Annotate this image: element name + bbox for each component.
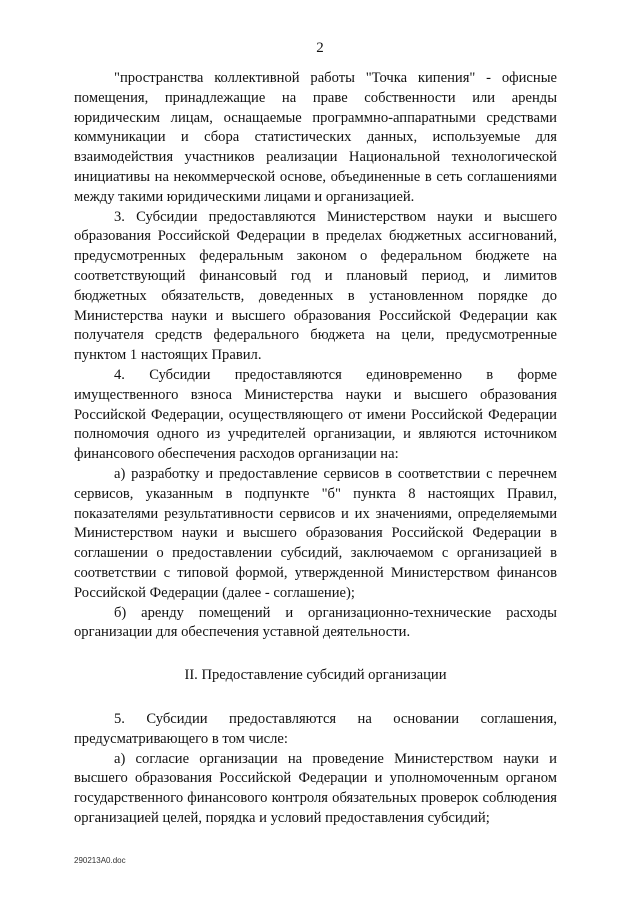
document-body — [74, 69, 557, 829]
paragraph-3: 3. Субсидии предоставляются Министерством науки и высшего образования Российской Федерации в пределах бюджетных ассигнований, предусмотренных федеральным законом о федеральном бюджете на соответствующий финансовый год и плановый период, и лимитов бюджетных обязательств, доведенных в установленном порядке до Министерства науки и высшего образования Российской Федерации как получателя средств федерального бюджета на цели, предусмотренные пунктом 1 настоящих Правил. — [74, 208, 557, 364]
section-heading: II. Предоставление субсидий организации — [184, 667, 447, 684]
paragraph-definition: "пространства коллективной работы "Точка кипения" - офисные помещения, принадлежащие на праве собственности или аренды юридическим лицам, оснащаемые программно-аппаратными средствами коммуникации и сбора статистических данных, используемые для взаимодействия участников реализации Национальной технологической инициативы на некоммерческой основе, объединенные в сеть соглашениями между такими юридическими лицами и организацией. — [74, 70, 557, 205]
paragraph-5a: а) согласие организации на проведение Министерством науки и высшего образования Российской Федерации и уполномоченным органом государственного финансового контроля обязательных проверок соблюдения организацией целей, порядка и условий предоставления субсидий; — [74, 750, 557, 826]
paragraph-4b: б) аренду помещений и организационно-технические расходы организации для обеспечения уставной деятельности. — [74, 604, 557, 641]
footer-filename: 290213А0.doc — [74, 856, 126, 865]
page-number: 2 — [316, 40, 324, 56]
paragraph-4: 4. Субсидии предоставляются единовременно в форме имущественного взноса Министерства науки и высшего образования Российской Федерации, осуществляющего от имени Российской Федерации полномочия одного из учредителей организации, и являются источником финансового обеспечения расходов организации на: — [74, 366, 557, 463]
paragraph-4a: а) разработку и предоставление сервисов в соответствии с перечнем сервисов, указанным в подпункте "б" пункта 8 настоящих Правил, показателями результативности сервисов и их значениями, определяемыми Министерством науки и высшего образования Российской Федерации в соглашении о предоставлении субсидий, заключаемом с организацией в соответствии с типовой формой, утвержденной Министерством финансов Российской Федерации (далее - соглашение); — [74, 465, 557, 601]
paragraph-5: 5. Субсидии предоставляются на основании соглашения, предусматривающего в том числе: — [74, 710, 557, 747]
